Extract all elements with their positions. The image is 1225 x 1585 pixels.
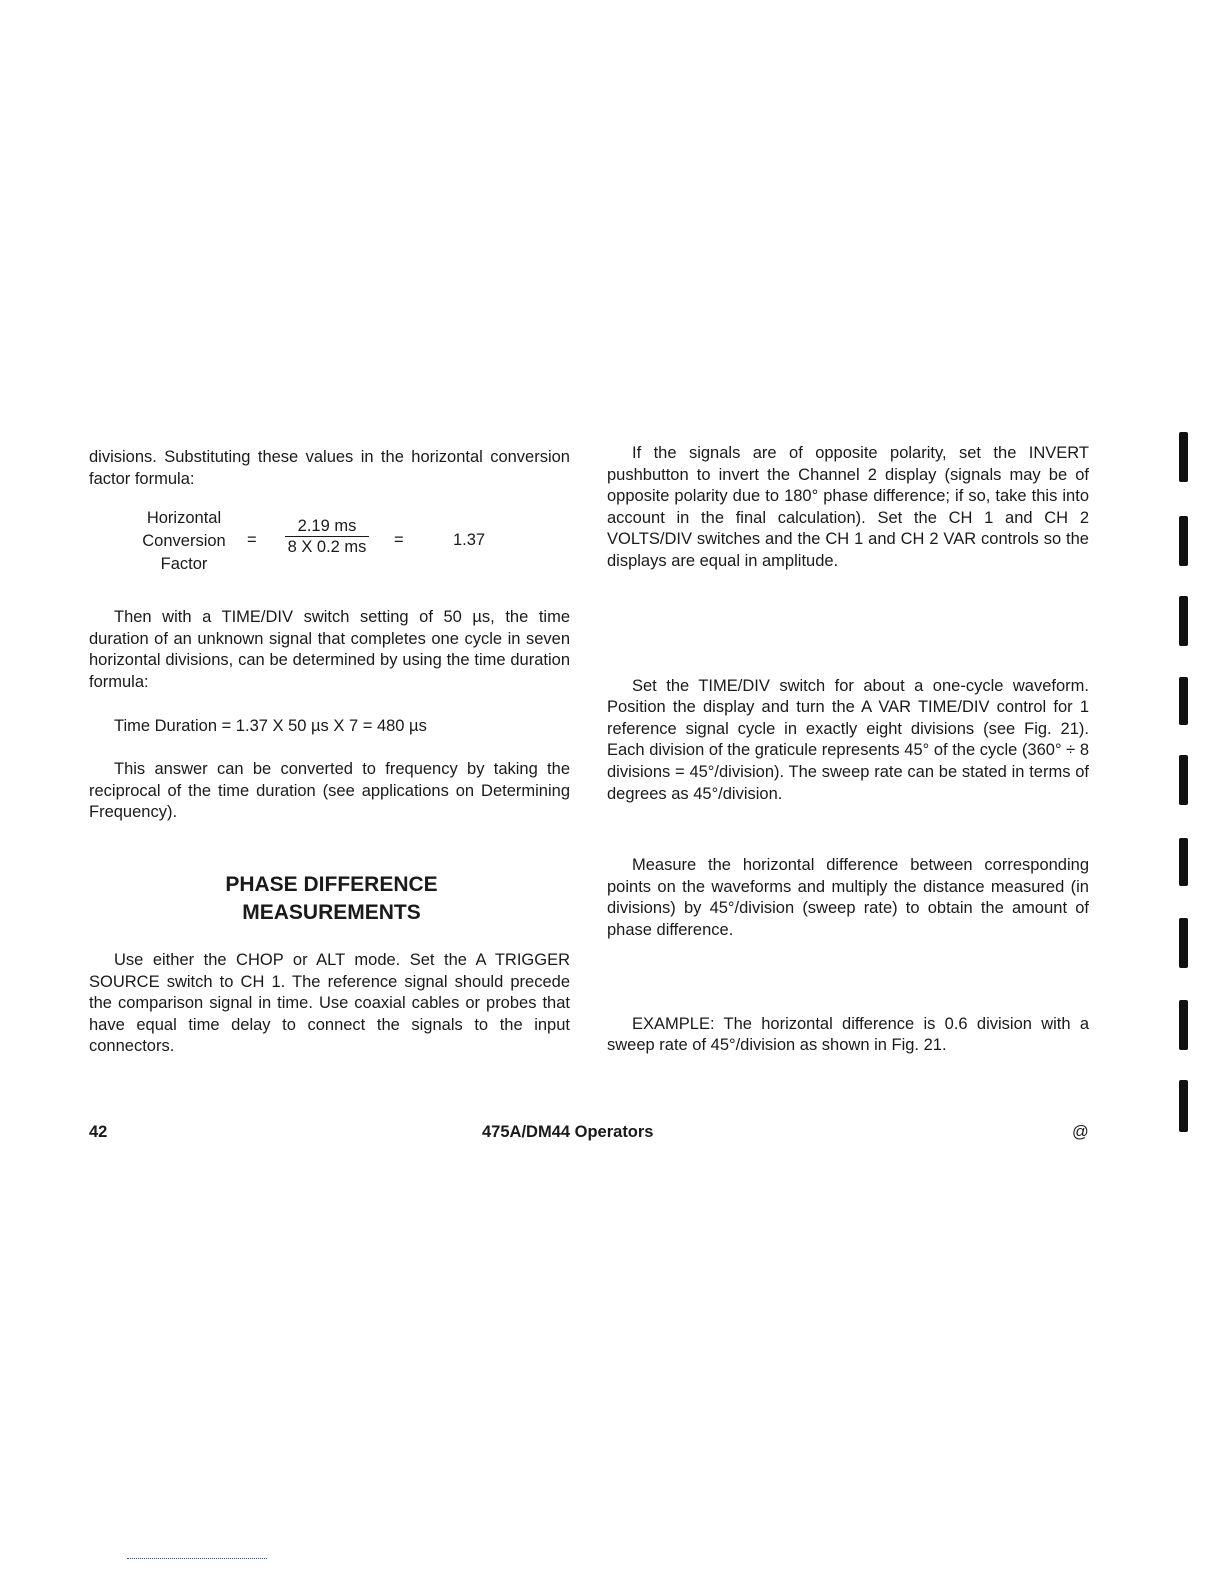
paragraph-time-duration: Then with a TIME/DIV switch setting of 50 µs, the time duration of an unknown signal that completes one cycle in seven horizontal divisions, can be determined by using the time duration formula: [89,608,570,691]
manual-title: 475A/DM44 Operators [482,1123,654,1141]
formula-equals-sign: = [247,531,257,550]
section-heading [89,871,570,927]
paragraph-phase-setup: Use either the CHOP or ALT mode. Set the A TRIGGER SOURCE switch to CH 1. The reference signal should precede the comparison signal in time. Use coaxial cables or probes that have equal time delay to connect the signals to the input connectors. [89,950,570,1056]
formula-numerator: 2.19 ms [285,516,369,537]
formula-lhs-line1: Horizontal [146,509,222,528]
binding-mark [1179,755,1188,805]
binding-marks [1176,0,1192,1585]
paragraph-measure: Measure the horizontal difference between corresponding points on the waveforms and multiply the distance measured (in divisions) by 45°/division (sweep rate) to obtain the amount of phase difference. [607,856,1089,939]
formula-lhs-line2: Conversion [142,532,226,551]
formula-lhs-line3: Factor [160,555,208,574]
formula-result: 1.37 [453,531,486,550]
paragraph-intro: divisions. Substituting these values in the horizontal conversion factor formula: [89,448,570,488]
formula-equals-sign-2: = [394,531,404,550]
binding-mark [1179,677,1188,725]
conversion-factor-formula [89,507,570,607]
paragraph-polarity: If the signals are of opposite polarity, set the INVERT pushbutton to invert the Channel 2 display (signals may be of opposite polarity due to 180° phase difference; if so, take this into account in the final calculation). Set the CH 1 and CH 2 VOLTS/DIV switches and the CH 1 and CH 2 VAR controls so the displays are equal in amplitude. [607,444,1089,570]
left-column [89,447,570,1058]
paragraph-frequency: This answer can be converted to frequency by taking the reciprocal of the time duration (see applications on Determining Frequency). [89,760,570,822]
binding-mark [1179,1080,1188,1132]
binding-mark [1179,918,1188,968]
time-duration-equation: Time Duration = 1.37 X 50 µs X 7 = 480 µs [114,716,427,735]
section-heading-line1: PHASE DIFFERENCE [225,872,438,896]
binding-mark [1179,432,1188,482]
binding-mark [1179,838,1188,886]
page-number: 42 [89,1123,108,1141]
formula-fraction [279,516,375,557]
scan-edge-line [127,1558,267,1559]
binding-mark [1179,516,1188,566]
footer-symbol: @ [1072,1123,1089,1141]
formula-denominator: 8 X 0.2 ms [287,538,367,557]
section-heading-line2: MEASUREMENTS [242,900,421,924]
right-column [607,443,1089,1057]
paragraph-sweep-setup: Set the TIME/DIV switch for about a one-cycle waveform. Position the display and turn the A VAR TIME/DIV control for 1 reference signal cycle in exactly eight divisions (see Fig. 21). Each division of the graticule represents 45° of the cycle (360° ÷ 8 divisions = 45°/division). The sweep rate can be stated in terms of degrees as 45°/division. [607,676,1089,803]
formula-lhs [129,507,239,576]
binding-mark [1179,596,1188,646]
paragraph-example: EXAMPLE: The horizontal difference is 0.6 division with a sweep rate of 45°/division as shown in Fig. 21. [607,1014,1089,1055]
binding-mark [1179,1000,1188,1050]
